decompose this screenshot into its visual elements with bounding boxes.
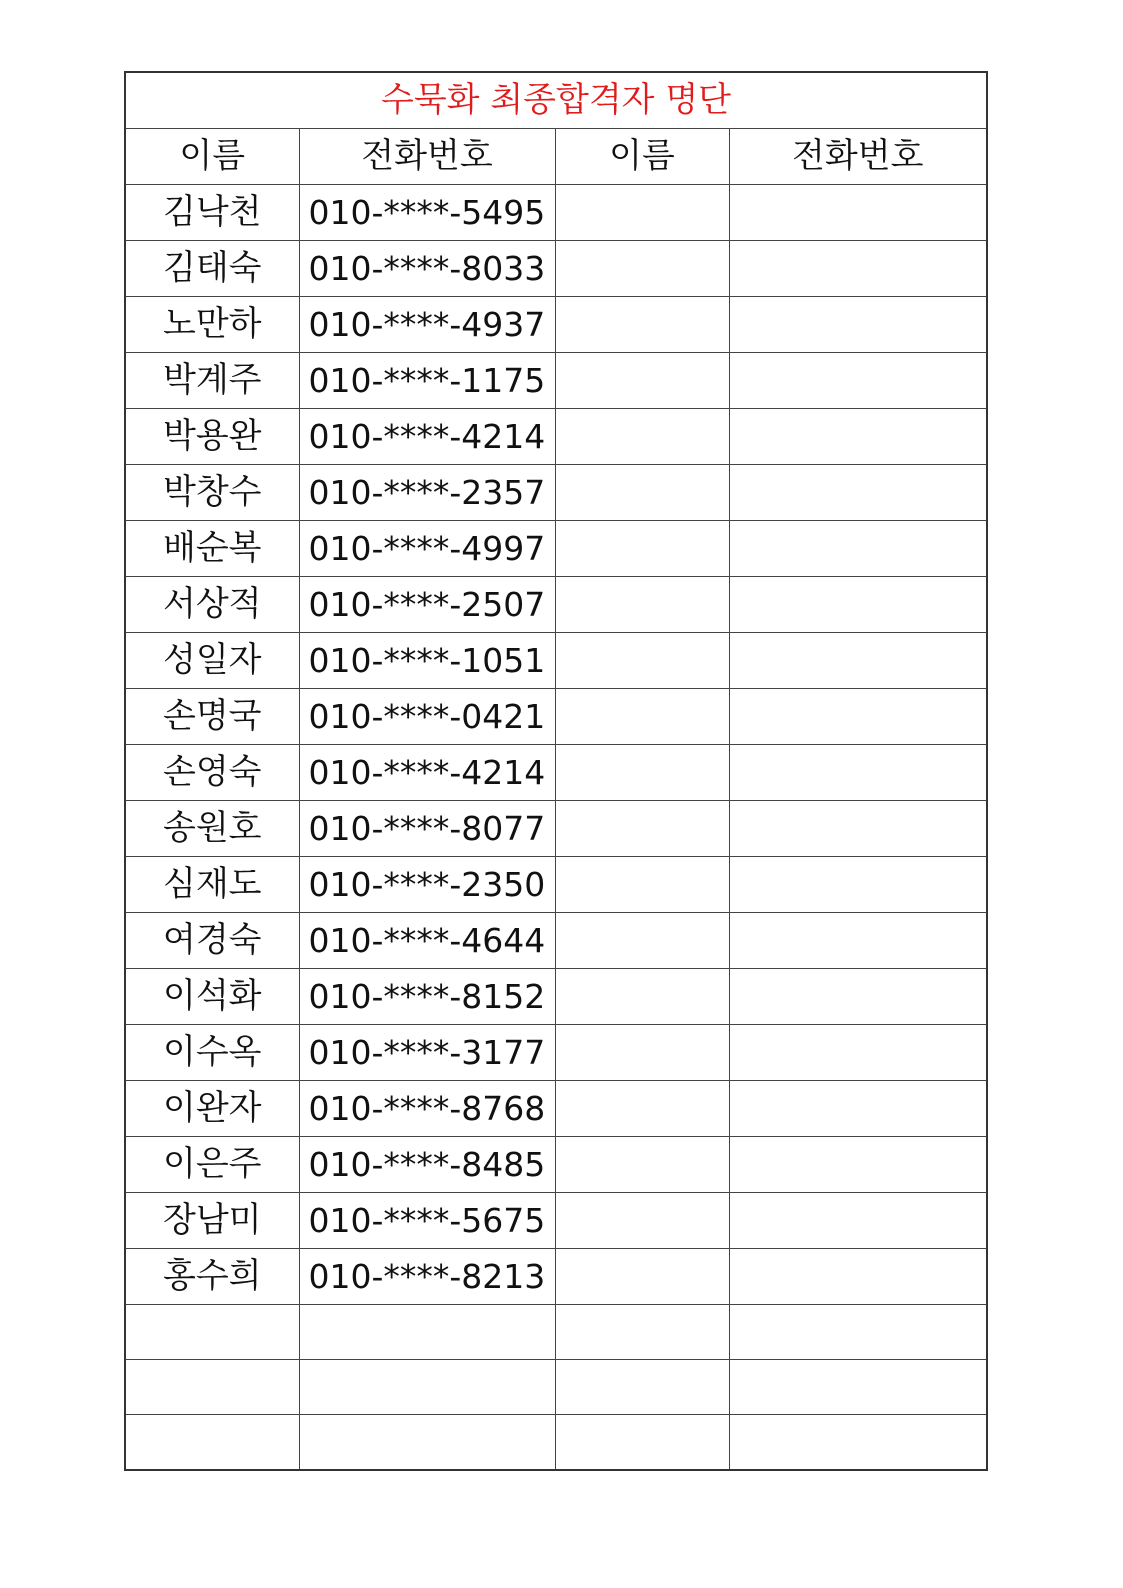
name-cell-2 — [555, 913, 729, 969]
name-cell: 이수옥 — [125, 1025, 299, 1081]
name-cell: 박용완 — [125, 409, 299, 465]
name-cell-2 — [555, 689, 729, 745]
name-cell: 이은주 — [125, 1137, 299, 1193]
name-cell: 배순복 — [125, 521, 299, 577]
phone-cell-2 — [729, 1415, 987, 1470]
phone-cell-2 — [729, 1305, 987, 1360]
name-cell-2 — [555, 1137, 729, 1193]
name-cell: 성일자 — [125, 633, 299, 689]
name-cell-2 — [555, 185, 729, 241]
phone-cell-2 — [729, 185, 987, 241]
phone-cell-2 — [729, 801, 987, 857]
table-row — [125, 857, 987, 913]
name-cell-2 — [555, 465, 729, 521]
phone-cell-2 — [729, 1081, 987, 1137]
phone-cell: 010-****-4214 — [299, 745, 555, 801]
phone-cell-2 — [729, 465, 987, 521]
table-row — [125, 297, 987, 353]
table-row — [125, 1193, 987, 1249]
phone-cell: 010-****-0421 — [299, 689, 555, 745]
name-cell: 손영숙 — [125, 745, 299, 801]
header-row — [125, 129, 987, 185]
phone-cell-2 — [729, 241, 987, 297]
table-row — [125, 521, 987, 577]
name-cell-2 — [555, 633, 729, 689]
phone-cell-2 — [729, 1193, 987, 1249]
header-phone-1: 전화번호 — [299, 129, 555, 185]
phone-cell-2 — [729, 1025, 987, 1081]
name-cell: 김낙천 — [125, 185, 299, 241]
table-row — [125, 913, 987, 969]
phone-cell: 010-****-8033 — [299, 241, 555, 297]
phone-cell-2 — [729, 633, 987, 689]
phone-cell: 010-****-5675 — [299, 1193, 555, 1249]
phone-cell — [299, 1360, 555, 1415]
name-cell — [125, 1360, 299, 1415]
phone-cell — [299, 1415, 555, 1470]
name-cell: 심재도 — [125, 857, 299, 913]
name-cell-2 — [555, 745, 729, 801]
phone-cell-2 — [729, 577, 987, 633]
table-row — [125, 577, 987, 633]
table-row — [125, 409, 987, 465]
phone-cell-2 — [729, 521, 987, 577]
name-cell: 이석화 — [125, 969, 299, 1025]
name-cell: 이완자 — [125, 1081, 299, 1137]
phone-cell-2 — [729, 409, 987, 465]
table-row — [125, 1249, 987, 1305]
phone-cell-2 — [729, 913, 987, 969]
name-cell-2 — [555, 409, 729, 465]
phone-cell — [299, 1305, 555, 1360]
name-cell-2 — [555, 521, 729, 577]
table-row — [125, 801, 987, 857]
phone-cell: 010-****-1175 — [299, 353, 555, 409]
header-phone-2: 전화번호 — [729, 129, 987, 185]
phone-cell: 010-****-2350 — [299, 857, 555, 913]
roster-body — [125, 185, 987, 1470]
name-cell-2 — [555, 577, 729, 633]
name-cell-2 — [555, 1305, 729, 1360]
table-row — [125, 745, 987, 801]
name-cell-2 — [555, 857, 729, 913]
phone-cell: 010-****-3177 — [299, 1025, 555, 1081]
phone-cell-2 — [729, 1137, 987, 1193]
table-row — [125, 689, 987, 745]
phone-cell: 010-****-8485 — [299, 1137, 555, 1193]
table-row — [125, 633, 987, 689]
phone-cell: 010-****-8077 — [299, 801, 555, 857]
phone-cell: 010-****-8768 — [299, 1081, 555, 1137]
name-cell: 손명국 — [125, 689, 299, 745]
name-cell: 김태숙 — [125, 241, 299, 297]
phone-cell: 010-****-5495 — [299, 185, 555, 241]
table-row — [125, 1360, 987, 1415]
phone-cell-2 — [729, 353, 987, 409]
name-cell-2 — [555, 1360, 729, 1415]
phone-cell: 010-****-2507 — [299, 577, 555, 633]
table-row — [125, 465, 987, 521]
phone-cell-2 — [729, 689, 987, 745]
table-row — [125, 1305, 987, 1360]
phone-cell-2 — [729, 1360, 987, 1415]
name-cell-2 — [555, 1415, 729, 1470]
name-cell-2 — [555, 1081, 729, 1137]
document-title: 수묵화 최종합격자 명단 — [125, 72, 987, 129]
name-cell: 홍수희 — [125, 1249, 299, 1305]
name-cell — [125, 1305, 299, 1360]
phone-cell: 010-****-4214 — [299, 409, 555, 465]
title-row — [125, 72, 987, 129]
phone-cell-2 — [729, 745, 987, 801]
phone-cell: 010-****-8213 — [299, 1249, 555, 1305]
phone-cell: 010-****-4644 — [299, 913, 555, 969]
name-cell-2 — [555, 801, 729, 857]
name-cell-2 — [555, 353, 729, 409]
name-cell-2 — [555, 1193, 729, 1249]
table-row — [125, 1081, 987, 1137]
phone-cell: 010-****-4937 — [299, 297, 555, 353]
name-cell-2 — [555, 1249, 729, 1305]
table-row — [125, 353, 987, 409]
name-cell: 박창수 — [125, 465, 299, 521]
phone-cell-2 — [729, 857, 987, 913]
name-cell-2 — [555, 1025, 729, 1081]
name-cell: 서상적 — [125, 577, 299, 633]
table-row — [125, 1137, 987, 1193]
table-row — [125, 241, 987, 297]
header-name-1: 이름 — [125, 129, 299, 185]
name-cell: 박계주 — [125, 353, 299, 409]
phone-cell: 010-****-8152 — [299, 969, 555, 1025]
name-cell: 노만하 — [125, 297, 299, 353]
table-row — [125, 1025, 987, 1081]
name-cell — [125, 1415, 299, 1470]
phone-cell: 010-****-1051 — [299, 633, 555, 689]
phone-cell-2 — [729, 969, 987, 1025]
phone-cell-2 — [729, 1249, 987, 1305]
phone-cell-2 — [729, 297, 987, 353]
phone-cell: 010-****-2357 — [299, 465, 555, 521]
name-cell: 장남미 — [125, 1193, 299, 1249]
phone-cell: 010-****-4997 — [299, 521, 555, 577]
name-cell: 송원호 — [125, 801, 299, 857]
table-row — [125, 1415, 987, 1470]
name-cell-2 — [555, 297, 729, 353]
header-name-2: 이름 — [555, 129, 729, 185]
name-cell: 여경숙 — [125, 913, 299, 969]
table-row — [125, 185, 987, 241]
roster-table — [124, 71, 988, 1471]
table-row — [125, 969, 987, 1025]
name-cell-2 — [555, 241, 729, 297]
name-cell-2 — [555, 969, 729, 1025]
